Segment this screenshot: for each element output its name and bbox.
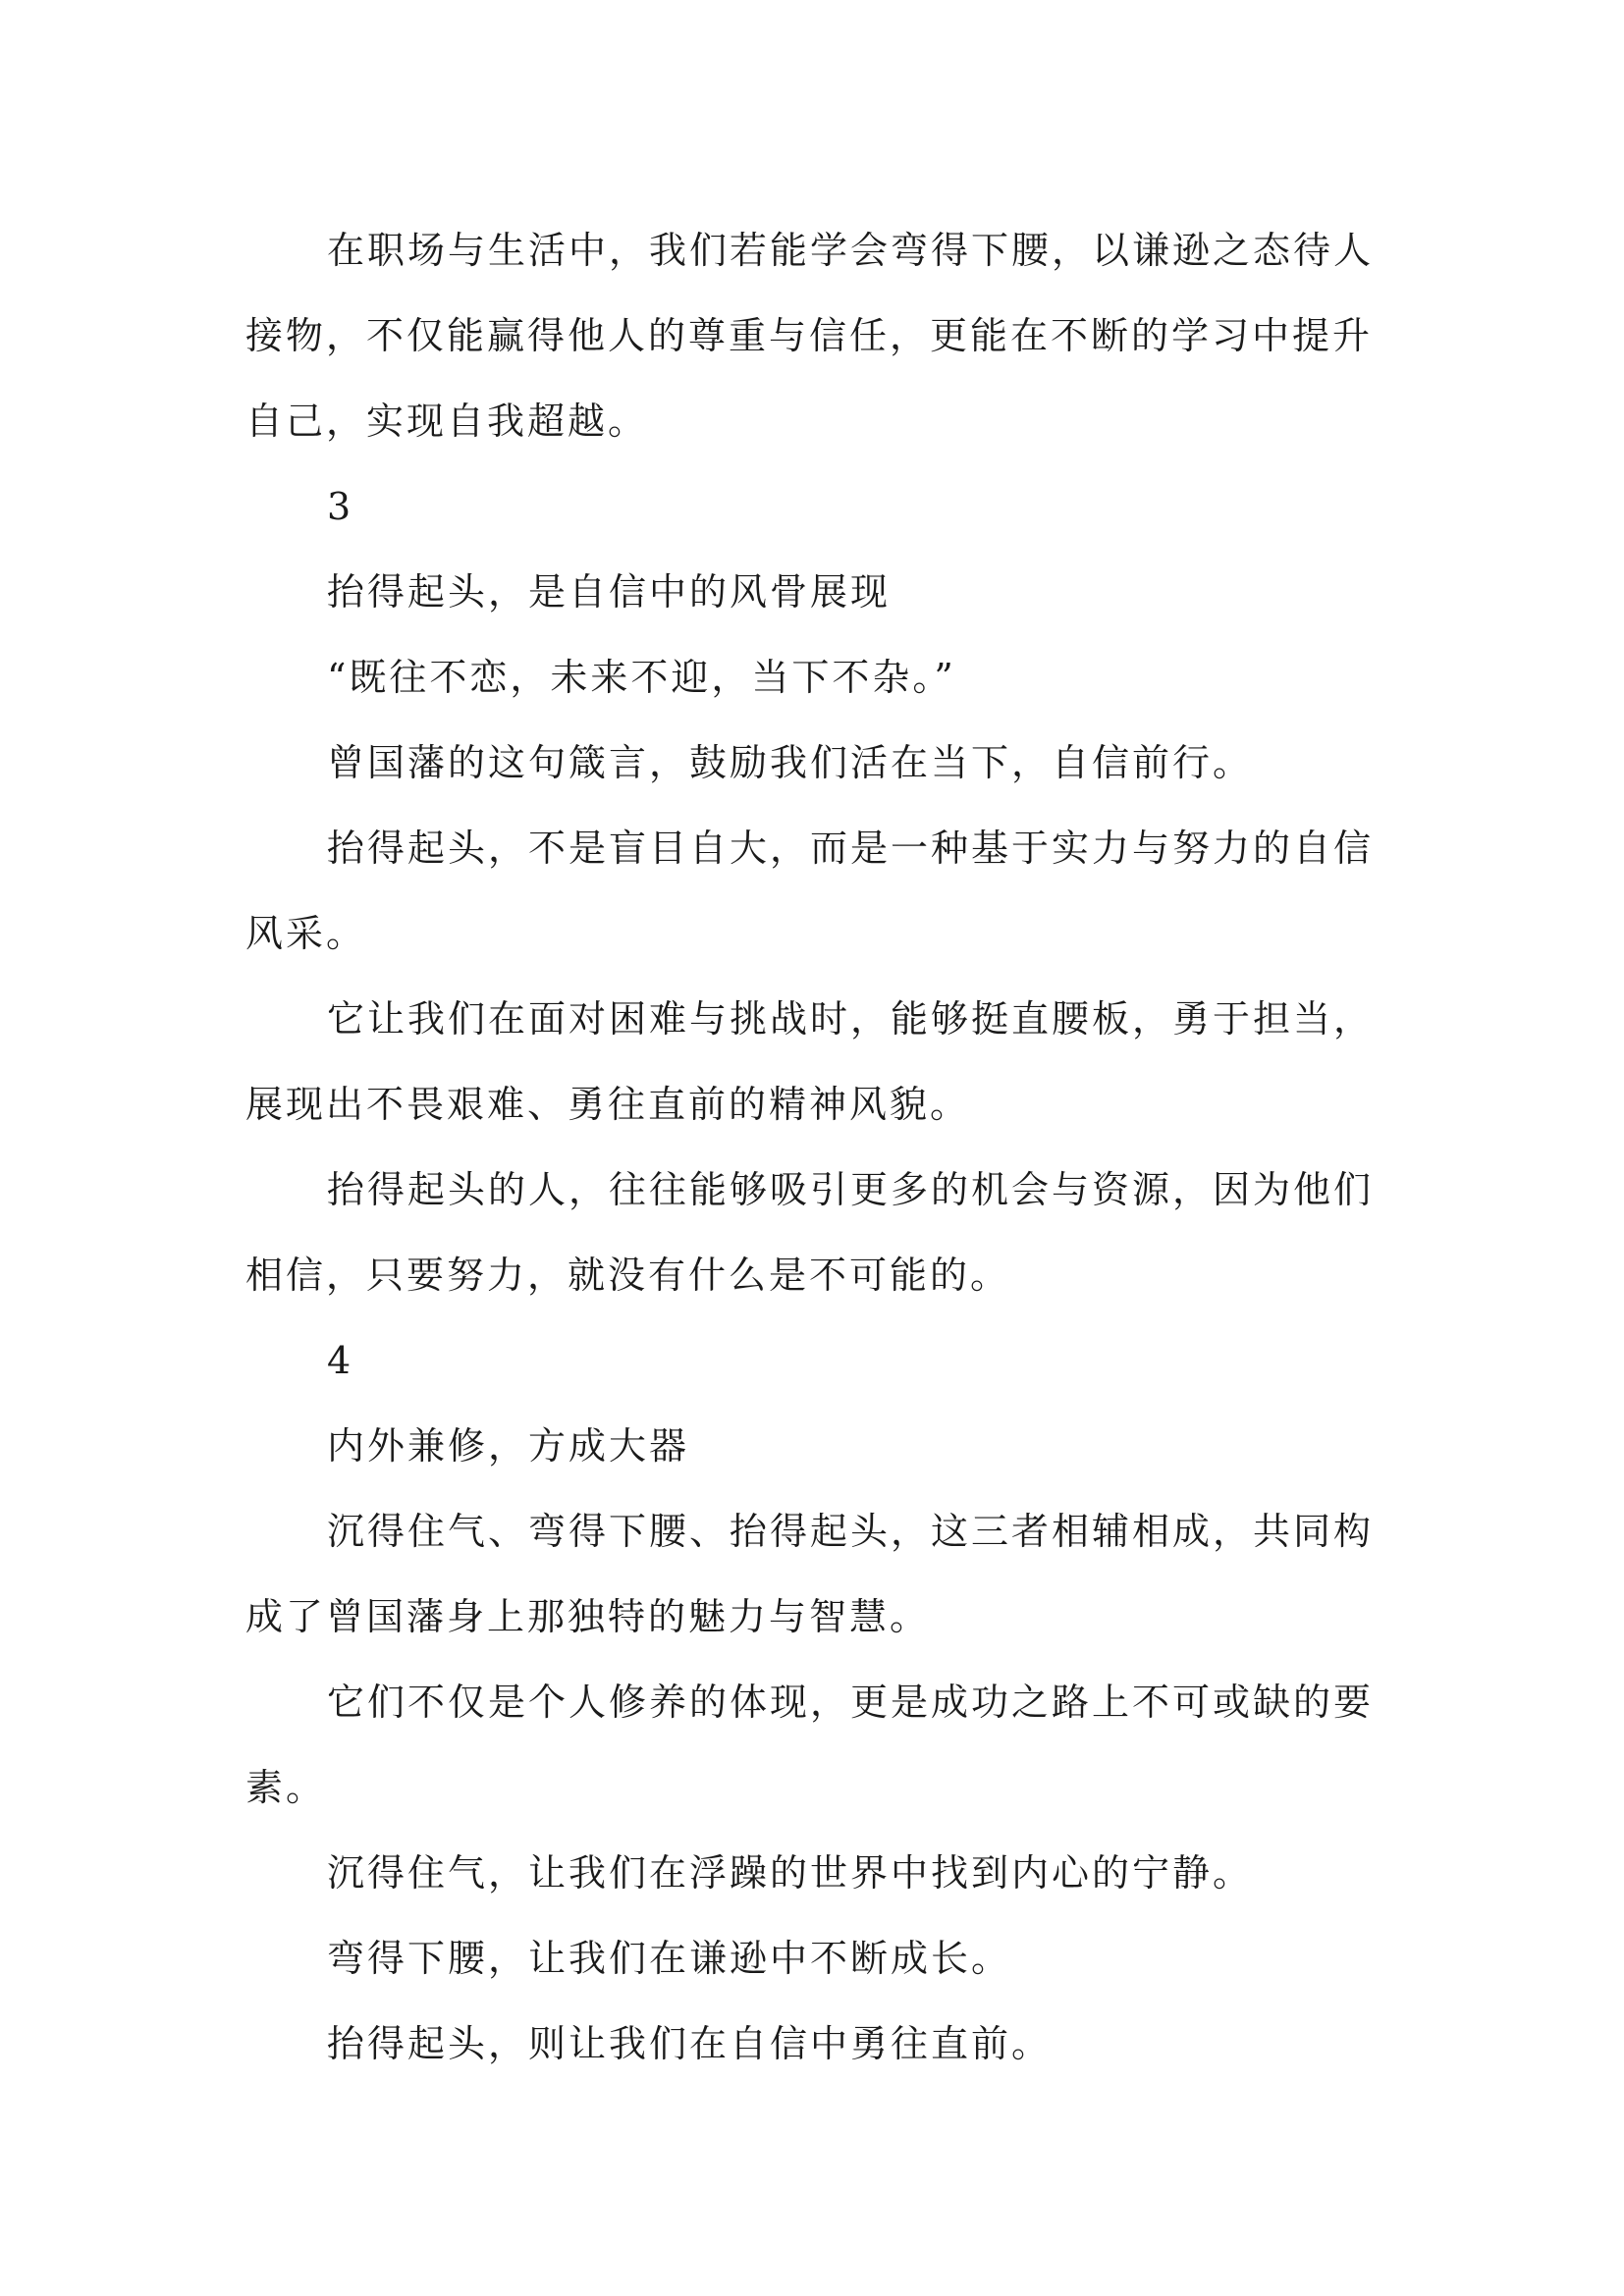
- text-line: 风采。: [245, 912, 367, 955]
- text-line: 沉得住气、弯得下腰、抬得起头，这三者相辅相成，共同构: [327, 1510, 1375, 1553]
- text-line: 素。: [245, 1766, 327, 1809]
- section-number: 3: [327, 485, 354, 528]
- text-line: 成了曾国藩身上那独特的魅力与智慧。: [245, 1595, 931, 1638]
- section-heading: 内外兼修，方成大器: [327, 1424, 690, 1468]
- text-line: 自己，实现自我超越。: [245, 400, 649, 443]
- text-line: 展现出不畏艰难、勇往直前的精神风貌。: [245, 1083, 971, 1126]
- text-line: 在职场与生活中，我们若能学会弯得下腰，以谦逊之态待人: [327, 229, 1375, 272]
- text-line: 曾国藩的这句箴言，鼓励我们活在当下，自信前行。: [327, 741, 1254, 784]
- text-line: 它们不仅是个人修养的体现，更是成功之路上不可或缺的要: [327, 1681, 1375, 1724]
- section-heading: 抬得起头，是自信中的风骨展现: [327, 570, 892, 614]
- quotation: “既往不恋，未来不迎，当下不杂。”: [327, 656, 956, 699]
- text-line: 接物，不仅能赢得他人的尊重与信任，更能在不断的学习中提升: [245, 314, 1374, 357]
- text-line: 沉得住气，让我们在浮躁的世界中找到内心的宁静。: [327, 1851, 1254, 1895]
- document-page: [245, 208, 1392, 2087]
- text-line: 弯得下腰，让我们在谦逊中不断成长。: [327, 1937, 1012, 1980]
- text-line: 它让我们在面对困难与挑战时，能够挺直腰板，勇于担当，: [327, 997, 1375, 1041]
- text-line: 抬得起头的人，往往能够吸引更多的机会与资源，因为他们: [327, 1168, 1375, 1211]
- text-line: 抬得起头，则让我们在自信中勇往直前。: [327, 2022, 1053, 2065]
- text-line: 相信，只要努力，就没有什么是不可能的。: [245, 1254, 1011, 1297]
- text-line: 抬得起头，不是盲目自大，而是一种基于实力与努力的自信: [327, 827, 1375, 870]
- section-number: 4: [327, 1339, 354, 1382]
